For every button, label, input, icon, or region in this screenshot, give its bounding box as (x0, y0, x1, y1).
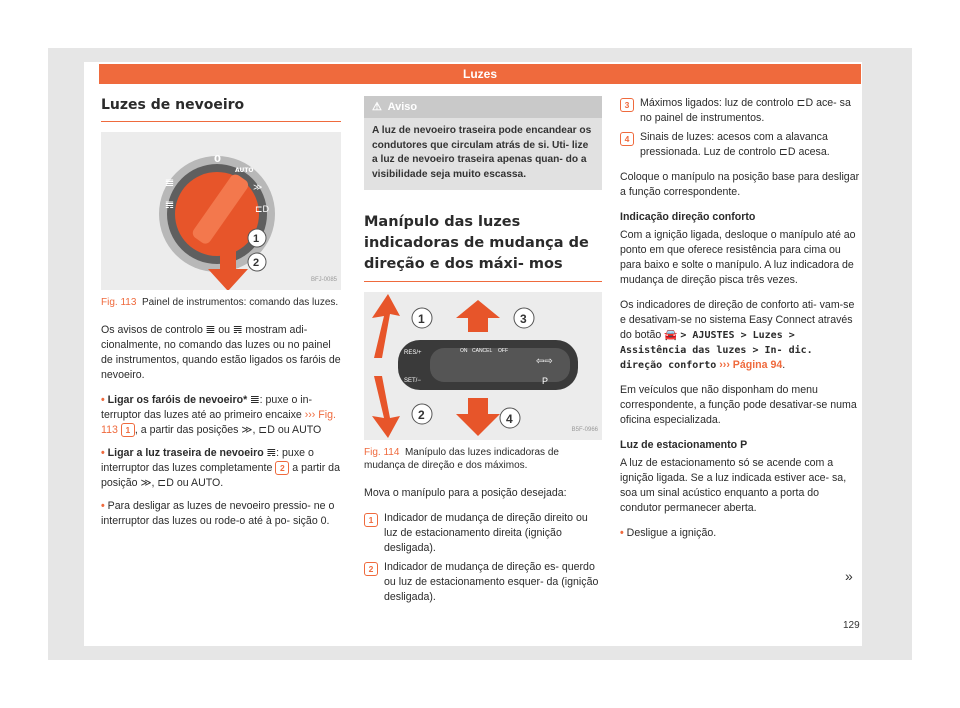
lever-illustration (364, 292, 602, 440)
column-1 (101, 96, 341, 537)
item-number: 4 (620, 132, 634, 146)
lever-label-cancel: CANCEL (472, 348, 493, 355)
item-text: Sinais de luzes: acesos com a alavanca pressionada. Luz de controlo ⊏D acesa. (640, 131, 830, 158)
item-text: Indicador de mudança de direção es- querdo ou luz de estacionamento esquer- da (ignição desligada). (384, 561, 599, 604)
fog-front-icon: 𝌆 (250, 394, 260, 406)
car-menu-icon: 🚘 (664, 329, 678, 341)
figure-114-caption (364, 446, 602, 472)
light-switch-illustration (101, 132, 341, 290)
knob-label-zero: 0 (214, 154, 221, 165)
list-item (620, 96, 860, 126)
bullet-fog-rear: • Ligar a luz traseira de nevoeiro 𝌇: puxe o interruptor das luzes completamente 2 a partir da posição ≫, ⊏D ou AUTO. (101, 447, 340, 489)
subheading-comfort-turn: Indicação direção conforto (620, 211, 756, 223)
list-item (364, 511, 602, 556)
figure-113-caption (101, 296, 341, 309)
lever-label-on: ON (460, 348, 468, 355)
column-2 (364, 96, 602, 609)
sidelight-icon: ≫ (253, 182, 263, 192)
paragraph: Coloque o manípulo na posição base para desligar a função correspondente. (620, 171, 860, 198)
page-number: 129 (843, 620, 860, 631)
figure-link[interactable]: ››› Fig. 113 (101, 409, 336, 436)
figure-number: Fig. 113 (101, 297, 137, 308)
paragraph: Com a ignição ligada, desloque o manípulo até ao ponto em que oferece resistência para cima ou para baixo e solte o manípulo. A luz indicadora de mudança de direção pisca três vezes. (620, 229, 856, 286)
item-number: 1 (364, 513, 378, 527)
figure-114 (364, 292, 602, 440)
turn-signal-icon: ⇦⇨ (536, 356, 553, 368)
page-link[interactable]: ››› Página 94 (719, 359, 783, 371)
callout-1: 1 (418, 312, 425, 327)
warning-box (364, 96, 602, 190)
callout-4: 4 (506, 412, 513, 427)
dipped-beam-icon: ⊏D (255, 204, 270, 214)
figure-113 (101, 132, 341, 290)
bullet-tail: , a partir das posições ≫, ⊏D ou AUTO (134, 424, 322, 436)
warning-icon: ⚠ (372, 101, 382, 113)
section-title-lever: Manípulo das luzes indicadoras de mudança de direção e dos máxi- mos (364, 212, 602, 282)
figure-number: Fig. 114 (364, 447, 400, 459)
continue-marker: » (845, 568, 853, 584)
fog-rear-icon: 𝌇 (165, 200, 174, 211)
fog-rear-icon: 𝌇 (266, 447, 277, 459)
item-text: Máximos ligados: luz de controlo ⊏D ace- sa no painel de instrumentos. (640, 97, 851, 124)
warning-header (364, 96, 602, 118)
column-3 (620, 96, 860, 549)
fog-front-icon: 𝌆 (165, 178, 174, 189)
paragraph-text: Os indicadores de direção de conforto ati- vam-se e desativam-se no sistema Easy Connect através do botão (620, 299, 855, 341)
callout-3: 3 (520, 312, 527, 327)
callout-ref-2: 2 (275, 461, 289, 475)
knob-label-auto: AUTO (235, 167, 254, 174)
figure-tag: B5F-0966 (571, 427, 598, 434)
paragraph-intro: Mova o manípulo para a posição desejada: (364, 487, 567, 500)
callout-ref-1: 1 (121, 423, 135, 437)
section-title-fog-lights: Luzes de nevoeiro (101, 96, 341, 122)
warning-title: Aviso (387, 101, 418, 113)
chapter-header: Luzes (99, 64, 861, 84)
bullet-ignition-off: • Desligue a ignição. (620, 527, 717, 539)
parking-light-icon: P (542, 376, 549, 387)
callout-2-label: 2 (253, 257, 260, 269)
bullet-fog-front: • Ligar os faróis de nevoeiro* 𝌆: puxe o in- terruptor das luzes até ao primeiro encaixe ››› Fig. 113 1 , a partir das posições ≫, ⊏D ou AUTO (101, 394, 336, 436)
bullet-text: Desligue a ignição. (626, 527, 717, 539)
bullet-text: : puxe o in- terruptor das luzes até ao primeiro encaixe (101, 394, 313, 421)
bullet-text: Para desligar as luzes de nevoeiro pressio- ne o interruptor das luzes ou rode-o até à po- sição 0. (101, 500, 335, 527)
callout-2: 2 (418, 408, 425, 423)
lever-label-res: RES/+ (404, 350, 422, 357)
list-item (364, 560, 602, 605)
caption-text: Painel de instrumentos: comando das luzes. (141, 297, 339, 308)
subheading-text: Luz de estacionamento (620, 439, 738, 451)
bullet-text: : puxe o interruptor das luzes completamente (101, 447, 314, 474)
paragraph-easy-connect (620, 298, 860, 373)
lever-label-off: OFF (498, 348, 508, 355)
bullet-heading: Ligar a luz traseira de nevoeiro (107, 447, 264, 459)
item-text: Indicador de mudança de direção direito ou luz de estacionamento direita (ignição desligada). (384, 512, 588, 555)
lever-label-set: SET/− (404, 378, 421, 385)
bullet-fog-off: • Para desligar as luzes de nevoeiro pressio- ne o interruptor das luzes ou rode-o até à po- sição 0. (101, 500, 335, 527)
item-number: 3 (620, 98, 634, 112)
subheading-parking-light (620, 438, 860, 453)
parking-light-icon: P (740, 439, 748, 451)
bullet-heading: Ligar os faróis de nevoeiro* (107, 394, 248, 406)
figure-tag: BFJ-0085 (310, 277, 337, 283)
menu-path: > AJUSTES > Luzes > Assistência das luzes > In- dic. direção conforto (620, 330, 813, 371)
punct: . (782, 359, 786, 371)
caption-text: Manípulo das luzes indicadoras de mudança de direção e dos máximos. (364, 447, 559, 472)
warning-text: A luz de nevoeiro traseira pode encandear os condutores que circulam atrás de si. Uti- lize a luz de nevoeiro traseira apenas quan- do a visibilidade seja muito escassa. (372, 125, 592, 180)
list-item (620, 130, 860, 160)
bullet-tail: a partir da posição ≫, ⊏D ou AUTO. (101, 462, 340, 489)
item-number: 2 (364, 562, 378, 576)
paragraph: Em veículos que não disponham do menu correspondente, a função pode desativar-se numa oficina especializada. (620, 384, 857, 426)
callout-1-label: 1 (253, 233, 260, 245)
paragraph: A luz de estacionamento só se acende com a ignição ligada. Se a luz indicada estiver ace- sa, soa um sinal acústico enquanto a porta do condutor permanecer aberta. (620, 457, 847, 514)
paragraph-intro: Os avisos de controlo 𝌆 ou 𝌇 mostram adi- cionalmente, no comando das luzes ou no painel de instrumentos, quando estão ligados os faróis de nevoeiro. (101, 324, 341, 381)
